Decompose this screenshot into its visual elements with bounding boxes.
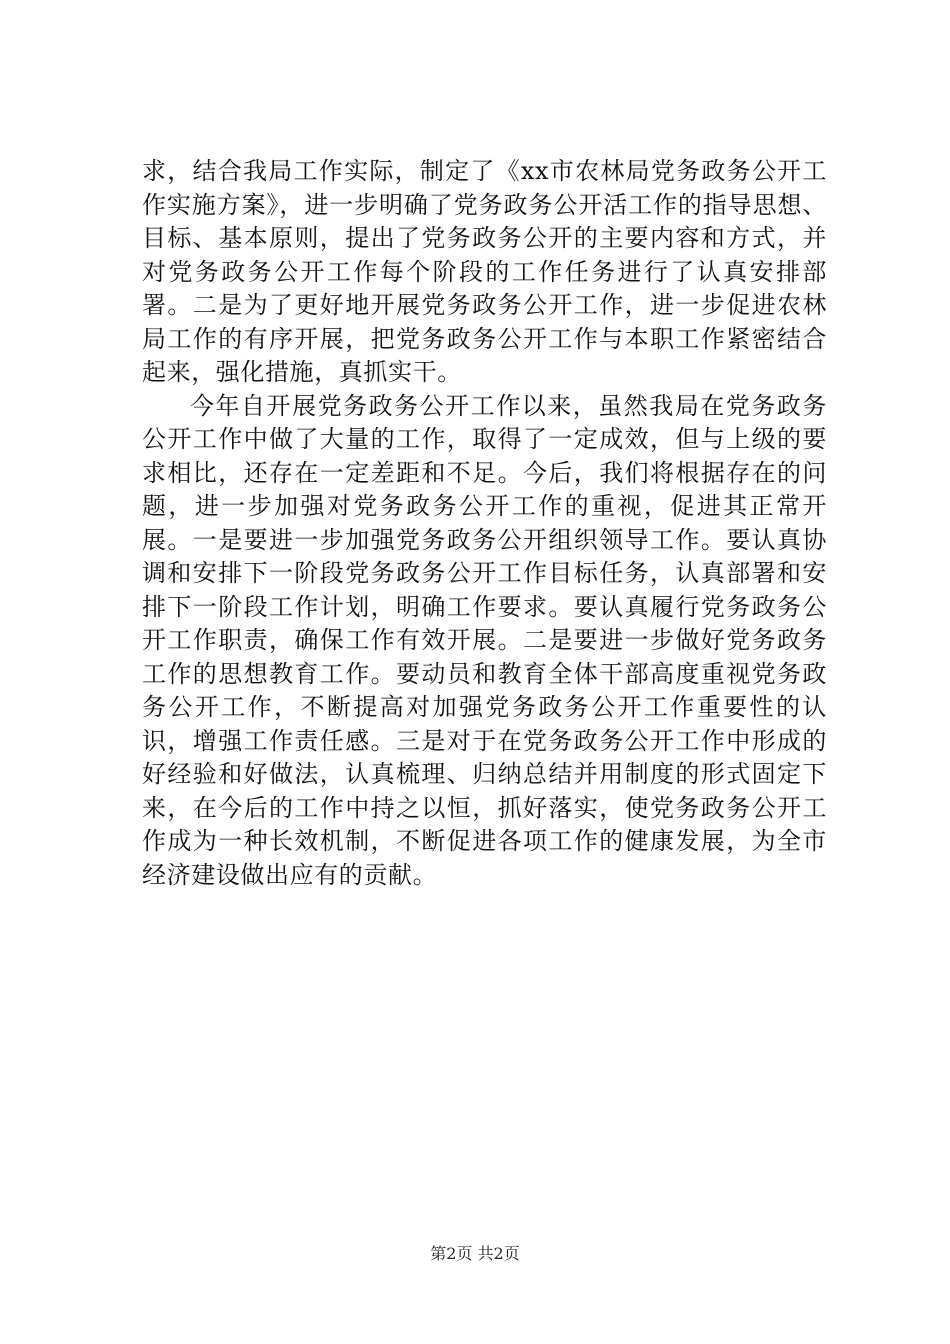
document-body — [142, 155, 827, 892]
paragraph: 求，结合我局工作实际，制定了《xx市农林局党务政务公开工作实施方案》，进一步明确了党务政务公开活工作的指导思想、目标、基本原则，提出了党务政务公开的主要内容和方式，并对党务政务公开工作每个阶段的工作任务进行了认真安排部署。二是为了更好地开展党务政务公开工作，进一步促进农林局工作的有序开展，把党务政务公开工作与本职工作紧密结合起来，强化措施，真抓实干。 — [142, 157, 827, 386]
paragraph: 今年自开展党务政务公开工作以来，虽然我局在党务政务公开工作中做了大量的工作，取得了一定成效，但与上级的要求相比，还存在一定差距和不足。今后，我们将根据存在的问题，进一步加强对党务政务公开工作的重视，促进其正常开展。一是要进一步加强党务政务公开组织领导工作。要认真协调和安排下一阶段党务政务公开工作目标任务，认真部署和安排下一阶段工作计划，明确工作要求。要认真履行党务政务公开工作职责，确保工作有效开展。二是要进一步做好党务政务工作的思想教育工作。要动员和教育全体干部高度重视党务政务公开工作，不断提高对加强党务政务公开工作重要性的认识，增强工作责任感。三是对于在党务政务公开工作中形成的好经验和好做法，认真梳理、归纳总结并用制度的形式固定下来，在今后的工作中持之以恒，抓好落实，使党务政务公开工作成为一种长效机制，不断促进各项工作的健康发展，为全市经济建设做出应有的贡献。 — [142, 391, 827, 889]
page-footer: 第2页 共2页 — [430, 1244, 520, 1263]
